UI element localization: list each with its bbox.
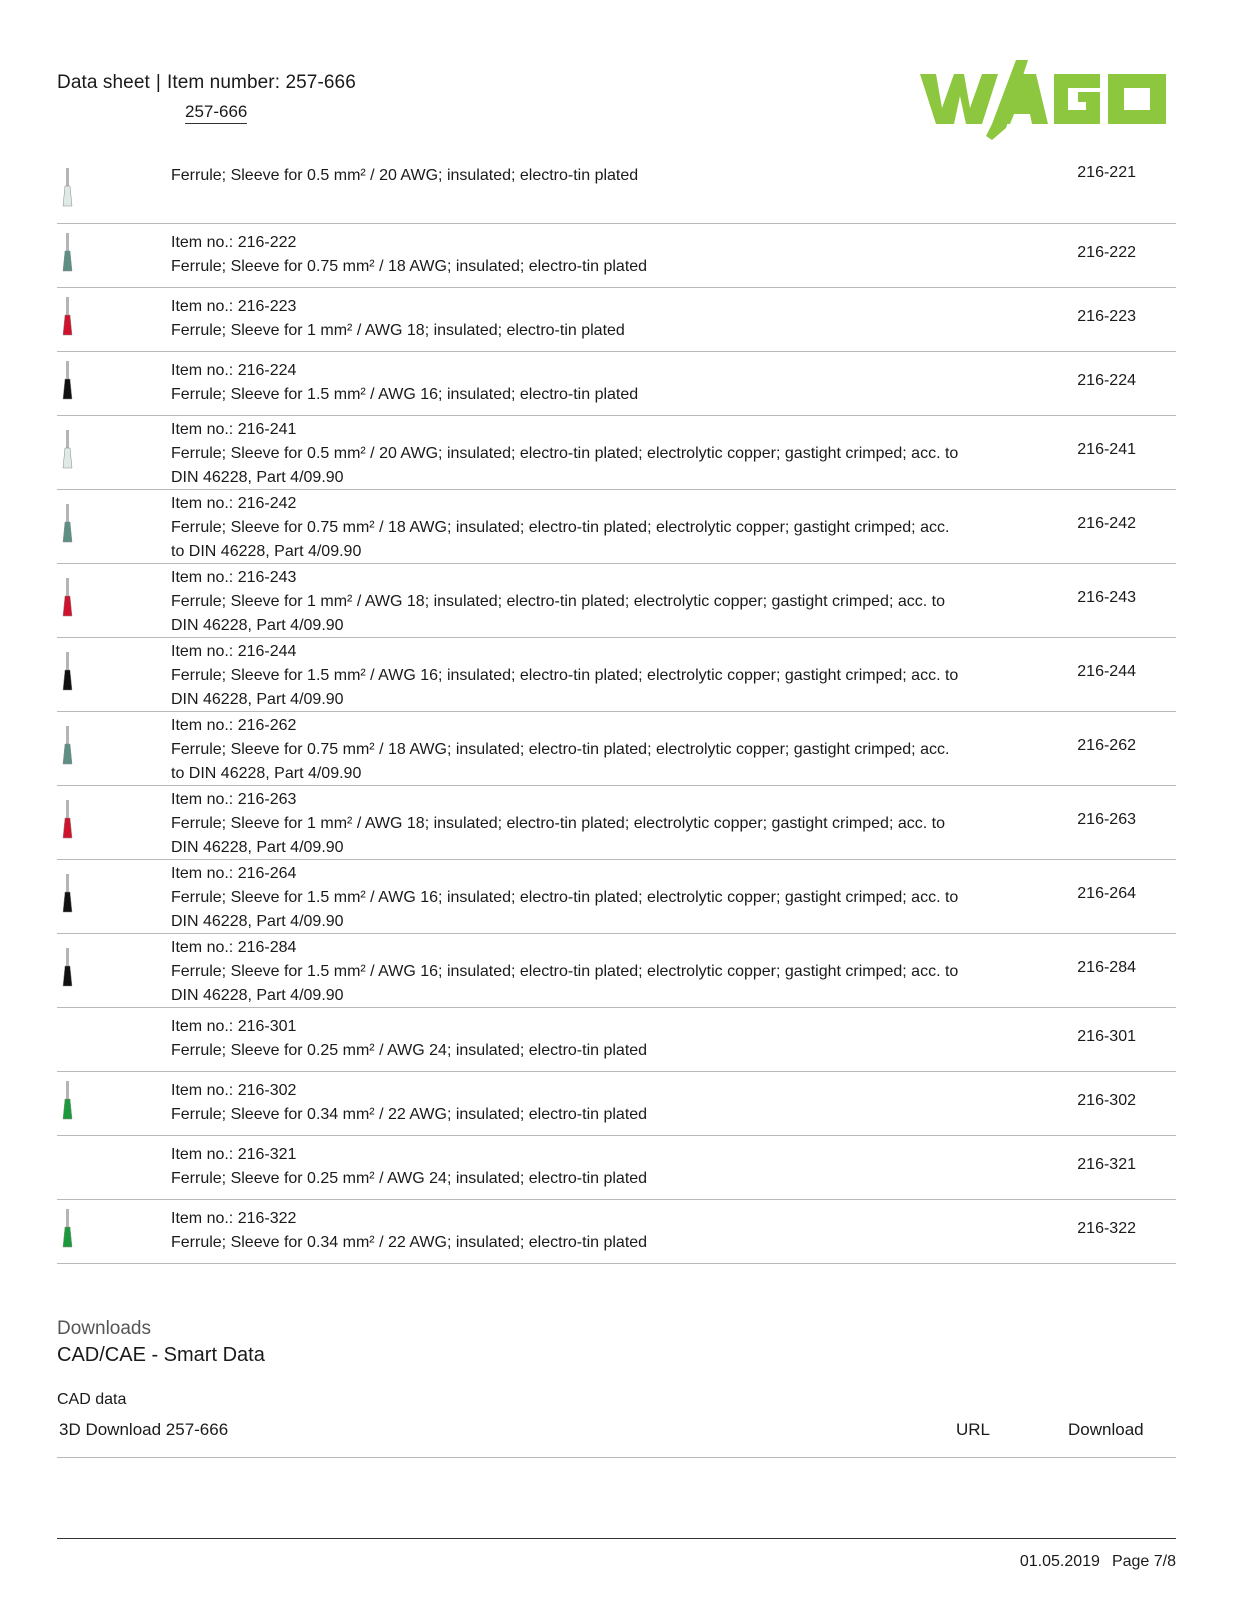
item-code: 216-321 (1077, 1156, 1136, 1173)
item-number-link[interactable]: 257-666 (185, 102, 247, 124)
ferrule-thumbnail (57, 224, 87, 287)
item-description: Ferrule; Sleeve for 0.75 mm² / 18 AWG; insulated; electro-tin plated (171, 258, 648, 275)
ferrule-icon (60, 297, 76, 339)
row-description (171, 418, 961, 490)
ferrule-thumbnail (57, 564, 87, 637)
ferrule-thumbnail (57, 1072, 87, 1135)
ferrule-thumbnail (57, 288, 87, 351)
download-name: 3D Download 257-666 (59, 1420, 229, 1439)
item-code: 216-222 (1077, 244, 1136, 261)
item-code: 216-284 (1077, 959, 1136, 976)
title-left: Data sheet (57, 72, 150, 93)
table-row (57, 786, 1176, 860)
item-code: 216-243 (1077, 589, 1136, 606)
title-item-number: Item number: 257-666 (166, 72, 356, 93)
footer-date: 01.05.2019 (1019, 1553, 1100, 1570)
ferrule-icon (60, 168, 76, 210)
item-description: Ferrule; Sleeve for 0.5 mm² / 20 AWG; insulated; electro-tin plated (171, 167, 639, 184)
row-description (171, 231, 961, 279)
item-description: Ferrule; Sleeve for 1 mm² / AWG 18; insulated; electro-tin plated; electrolytic copper; gastight crimped; acc. to DIN 46228, Part 4/09.90 (171, 593, 945, 634)
table-row (57, 1072, 1176, 1136)
download-link[interactable]: Download (1068, 1420, 1144, 1439)
header (57, 72, 356, 121)
item-description: Ferrule; Sleeve for 0.75 mm² / 18 AWG; insulated; electro-tin plated; electrolytic copper; gastight crimped; acc. to DIN 46228, Part 4/09.90 (171, 519, 950, 560)
row-description (171, 492, 961, 564)
item-description: Ferrule; Sleeve for 1.5 mm² / AWG 16; insulated; electro-tin plated; electrolytic copper; gastight crimped; acc. to DIN 46228, Part 4/09.90 (171, 667, 959, 708)
item-code: 216-262 (1077, 737, 1136, 754)
item-number-label[interactable]: Item no.: 216-264 (171, 865, 297, 882)
ferrule-icon (60, 1081, 76, 1123)
item-description: Ferrule; Sleeve for 0.25 mm² / AWG 24; insulated; electro-tin plated (171, 1170, 648, 1187)
row-description (171, 1079, 961, 1127)
row-description (171, 566, 961, 638)
row-description (171, 640, 961, 712)
row-description (171, 788, 961, 860)
item-code: 216-263 (1077, 811, 1136, 828)
item-code: 216-242 (1077, 515, 1136, 532)
ferrule-icon (60, 652, 76, 694)
row-description (171, 1015, 961, 1063)
item-number-label[interactable]: Item no.: 216-224 (171, 362, 297, 379)
item-code: 216-221 (1077, 164, 1136, 181)
item-number-label[interactable]: Item no.: 216-223 (171, 298, 297, 315)
item-number-label[interactable]: Item no.: 216-302 (171, 1082, 297, 1099)
ferrule-thumbnail (57, 1136, 87, 1199)
item-number-label[interactable]: Item no.: 216-263 (171, 791, 297, 808)
footer-page: Page 7/8 (1111, 1553, 1176, 1570)
table-row (57, 860, 1176, 934)
row-description (171, 295, 961, 343)
ferrule-icon (60, 800, 76, 842)
table-row (57, 224, 1176, 288)
ferrule-icon (60, 504, 76, 546)
ferrule-icon (60, 578, 76, 620)
item-number-label[interactable]: Item no.: 216-262 (171, 717, 297, 734)
item-description: Ferrule; Sleeve for 0.75 mm² / 18 AWG; insulated; electro-tin plated; electrolytic copper; gastight crimped; acc. to DIN 46228, Part 4/09.90 (171, 741, 950, 782)
ferrule-thumbnail (57, 416, 87, 489)
row-description (171, 359, 961, 407)
item-description: Ferrule; Sleeve for 1 mm² / AWG 18; insulated; electro-tin plated (171, 322, 625, 339)
table-row (57, 288, 1176, 352)
item-code: 216-264 (1077, 885, 1136, 902)
item-number-label[interactable]: Item no.: 216-243 (171, 569, 297, 586)
table-row (57, 934, 1176, 1008)
row-description (171, 936, 961, 1008)
item-code: 216-244 (1077, 663, 1136, 680)
download-row (57, 1412, 1176, 1458)
table-row (57, 712, 1176, 786)
table-row (57, 1200, 1176, 1264)
item-code: 216-322 (1077, 1220, 1136, 1237)
item-code: 216-224 (1077, 372, 1136, 389)
table-row (57, 416, 1176, 490)
item-number-label[interactable]: Item no.: 216-322 (171, 1210, 297, 1227)
item-number-label[interactable]: Item no.: 216-321 (171, 1146, 297, 1163)
row-description (171, 1143, 961, 1191)
downloads-heading: Downloads (57, 1318, 151, 1339)
footer-divider (57, 1538, 1176, 1539)
item-number-label[interactable]: Item no.: 216-242 (171, 495, 297, 512)
item-description: Ferrule; Sleeve for 0.34 mm² / 22 AWG; insulated; electro-tin plated (171, 1234, 648, 1251)
table-row (57, 1008, 1176, 1072)
item-description: Ferrule; Sleeve for 0.25 mm² / AWG 24; insulated; electro-tin plated (171, 1042, 648, 1059)
wago-logo (920, 58, 1170, 142)
item-description: Ferrule; Sleeve for 1.5 mm² / AWG 16; insulated; electro-tin plated (171, 386, 639, 403)
ferrule-thumbnail (57, 490, 87, 563)
ferrule-thumbnail (57, 1200, 87, 1263)
row-description (171, 164, 961, 188)
accessory-table (57, 150, 1176, 1264)
table-row (57, 150, 1176, 224)
item-number-label[interactable]: Item no.: 216-241 (171, 421, 297, 438)
ferrule-icon (60, 1209, 76, 1251)
downloads-title: CAD/CAE - Smart Data (57, 1344, 265, 1366)
item-description: Ferrule; Sleeve for 1 mm² / AWG 18; insulated; electro-tin plated; electrolytic copper; gastight crimped; acc. to DIN 46228, Part 4/09.90 (171, 815, 945, 856)
table-row (57, 638, 1176, 712)
item-code: 216-302 (1077, 1092, 1136, 1109)
item-code: 216-241 (1077, 441, 1136, 458)
item-description: Ferrule; Sleeve for 1.5 mm² / AWG 16; insulated; electro-tin plated; electrolytic copper; gastight crimped; acc. to DIN 46228, Part 4/09.90 (171, 963, 959, 1004)
row-description (171, 1207, 961, 1255)
item-code: 216-301 (1077, 1028, 1136, 1045)
document-title (57, 72, 356, 94)
ferrule-thumbnail (57, 150, 87, 223)
table-row (57, 564, 1176, 638)
ferrule-thumbnail (57, 712, 87, 785)
item-description: Ferrule; Sleeve for 0.34 mm² / 22 AWG; insulated; electro-tin plated (171, 1106, 648, 1123)
item-number-label[interactable]: Item no.: 216-222 (171, 234, 297, 251)
item-description: Ferrule; Sleeve for 1.5 mm² / AWG 16; insulated; electro-tin plated; electrolytic copper; gastight crimped; acc. to DIN 46228, Part 4/09.90 (171, 889, 959, 930)
cad-data-heading: CAD data (57, 1391, 127, 1408)
ferrule-icon (60, 430, 76, 472)
ferrule-icon (60, 233, 76, 275)
table-row (57, 352, 1176, 416)
download-type: URL (956, 1420, 991, 1439)
item-number-label[interactable]: Item no.: 216-284 (171, 939, 297, 956)
ferrule-thumbnail (57, 638, 87, 711)
ferrule-icon (60, 874, 76, 916)
ferrule-icon (60, 361, 76, 403)
ferrule-thumbnail (57, 934, 87, 1007)
row-description (171, 714, 961, 786)
downloads-section (57, 1318, 265, 1409)
ferrule-thumbnail (57, 786, 87, 859)
ferrule-icon (60, 948, 76, 990)
table-row (57, 1136, 1176, 1200)
footer (1020, 1553, 1176, 1571)
table-row (57, 490, 1176, 564)
ferrule-thumbnail (57, 352, 87, 415)
item-number-label[interactable]: Item no.: 216-244 (171, 643, 297, 660)
ferrule-thumbnail (57, 1008, 87, 1071)
row-description (171, 862, 961, 934)
ferrule-icon (60, 726, 76, 768)
item-number-label[interactable]: Item no.: 216-301 (171, 1018, 297, 1035)
item-description: Ferrule; Sleeve for 0.5 mm² / 20 AWG; insulated; electro-tin plated; electrolytic copper; gastight crimped; acc. to DIN 46228, Part 4/09.90 (171, 445, 959, 486)
item-code: 216-223 (1077, 308, 1136, 325)
ferrule-thumbnail (57, 860, 87, 933)
title-separator: | (155, 72, 161, 93)
